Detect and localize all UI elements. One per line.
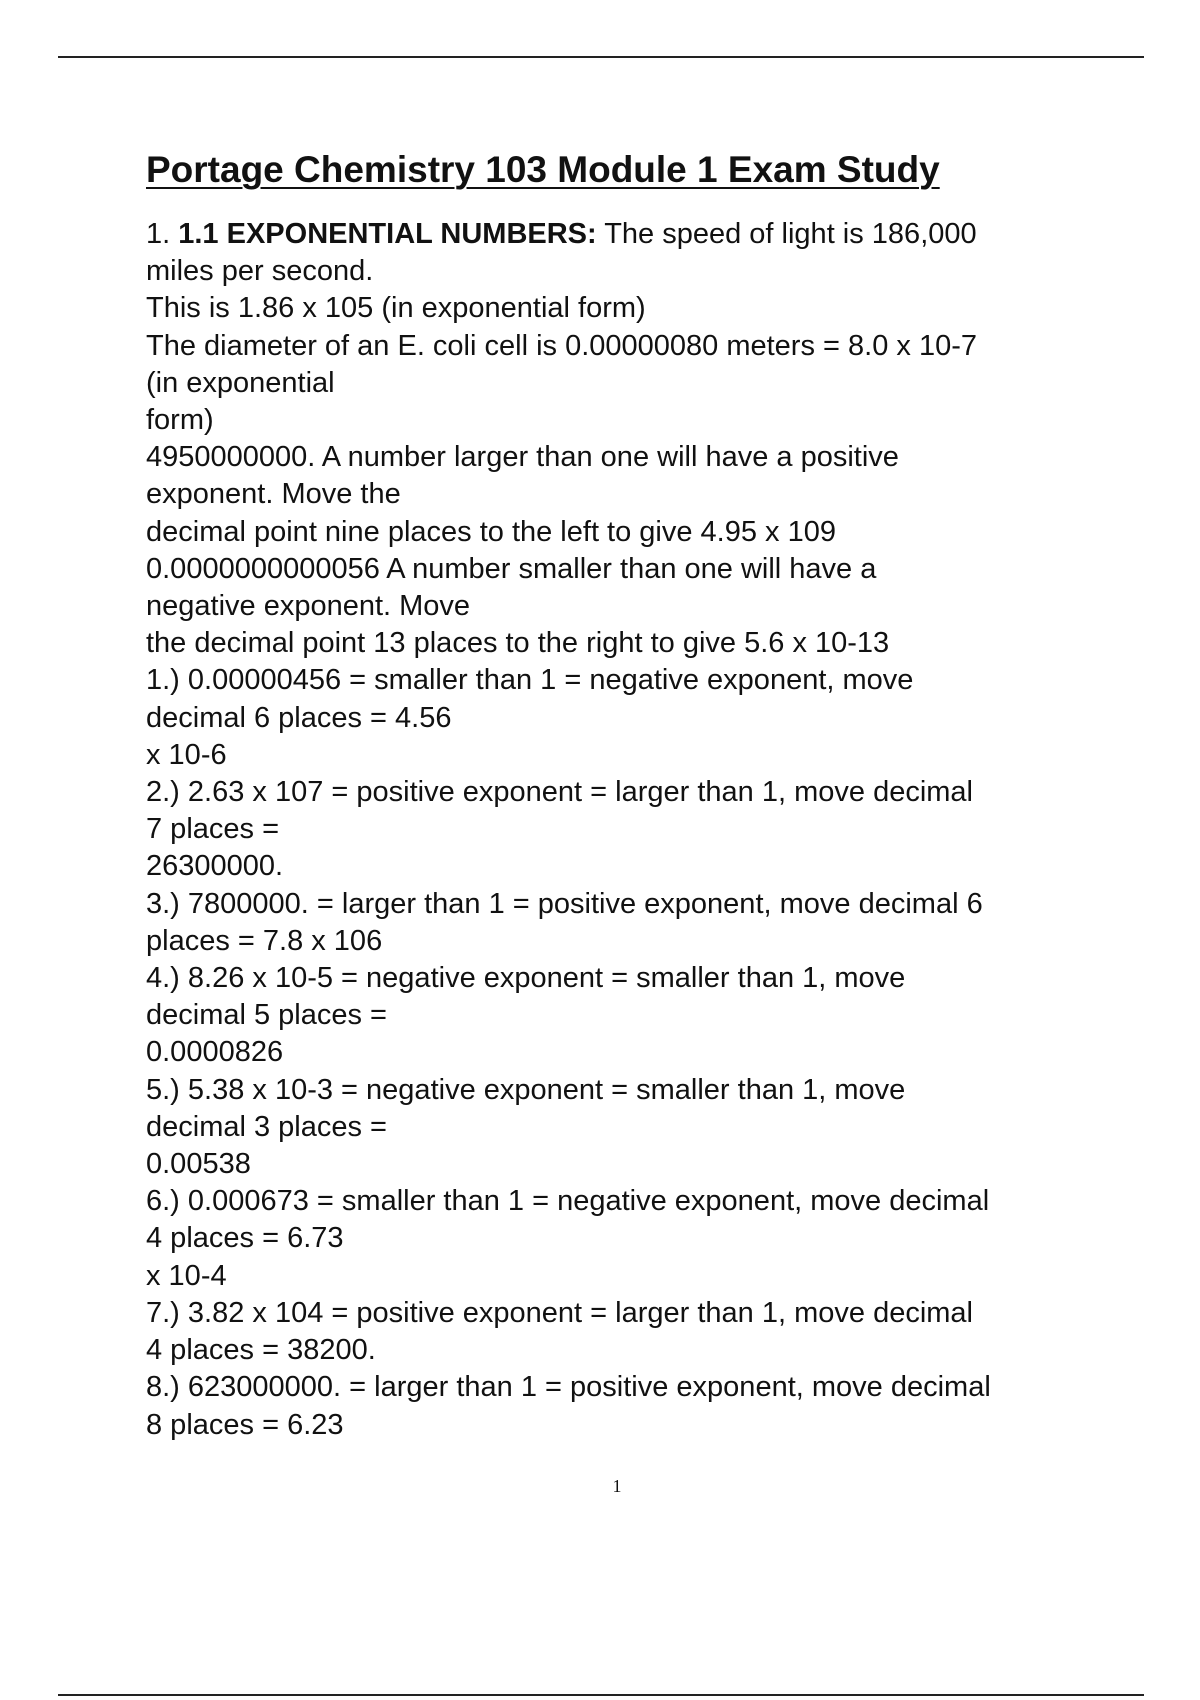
- text-line: x 10-6: [146, 738, 227, 771]
- first-line: [146, 216, 1106, 253]
- text-line: The diameter of an E. coli cell is 0.00000080 meters = 8.0 x 10-7: [146, 329, 977, 362]
- item-number: 1.: [146, 218, 179, 250]
- text-line: form): [146, 404, 214, 437]
- text-line: 0.0000826: [146, 1036, 284, 1069]
- text-line: 0.0000000000056 A number smaller than one will have a: [146, 552, 877, 585]
- text-line: 8 places = 6.23: [146, 1408, 344, 1441]
- text-line: the decimal point 13 places to the right to give 5.6 x 10-13: [146, 627, 890, 660]
- text-line: (in exponential: [146, 366, 335, 399]
- header-rule: [58, 56, 1144, 58]
- text-line: 3.) 7800000. = larger than 1 = positive exponent, move decimal 6: [146, 887, 983, 920]
- document-body: [146, 146, 1106, 1444]
- text-line: 4.) 8.26 x 10-5 = negative exponent = smaller than 1, move: [146, 962, 906, 995]
- text-line: 2.) 2.63 x 107 = positive exponent = larger than 1, move decimal: [146, 776, 973, 809]
- section-heading: 1.1 EXPONENTIAL NUMBERS:: [178, 218, 597, 250]
- text-line: x 10-4: [146, 1259, 227, 1292]
- text-line: This is 1.86 x 105 (in exponential form): [146, 292, 646, 325]
- text-line: 8.) 623000000. = larger than 1 = positive exponent, move decimal: [146, 1371, 991, 1404]
- page-number: 1: [612, 1476, 622, 1496]
- text-line: decimal 6 places = 4.56: [146, 701, 452, 734]
- text-line: negative exponent. Move: [146, 590, 471, 623]
- study-text: [146, 216, 1106, 1444]
- text-line: 4 places = 38200.: [146, 1334, 376, 1367]
- text-line: 4 places = 6.73: [146, 1222, 344, 1255]
- text-line: 0.00538: [146, 1148, 251, 1181]
- text-line: 26300000.: [146, 850, 284, 883]
- document-title: Portage Chemistry 103 Module 1 Exam Study: [146, 149, 940, 190]
- text-line: decimal 5 places =: [146, 999, 387, 1032]
- text-line: 5.) 5.38 x 10-3 = negative exponent = smaller than 1, move: [146, 1073, 906, 1106]
- first-line-text: The speed of light is 186,000: [596, 218, 977, 250]
- text-line: places = 7.8 x 106: [146, 924, 383, 957]
- text-line: 7.) 3.82 x 104 = positive exponent = larger than 1, move decimal: [146, 1296, 973, 1329]
- text-line: decimal point nine places to the left to give 4.95 x 109: [146, 515, 836, 548]
- text-line: 7 places =: [146, 813, 280, 846]
- text-line: 1.) 0.00000456 = smaller than 1 = negative exponent, move: [146, 664, 914, 697]
- text-line: exponent. Move the: [146, 478, 401, 511]
- text-line: 4950000000. A number larger than one will have a positive: [146, 441, 899, 474]
- text-line: decimal 3 places =: [146, 1110, 387, 1143]
- text-line: 6.) 0.000673 = smaller than 1 = negative exponent, move decimal: [146, 1185, 990, 1218]
- text-lines: [146, 253, 1106, 1444]
- text-line: miles per second.: [146, 255, 374, 288]
- footer-rule: [58, 1694, 1144, 1696]
